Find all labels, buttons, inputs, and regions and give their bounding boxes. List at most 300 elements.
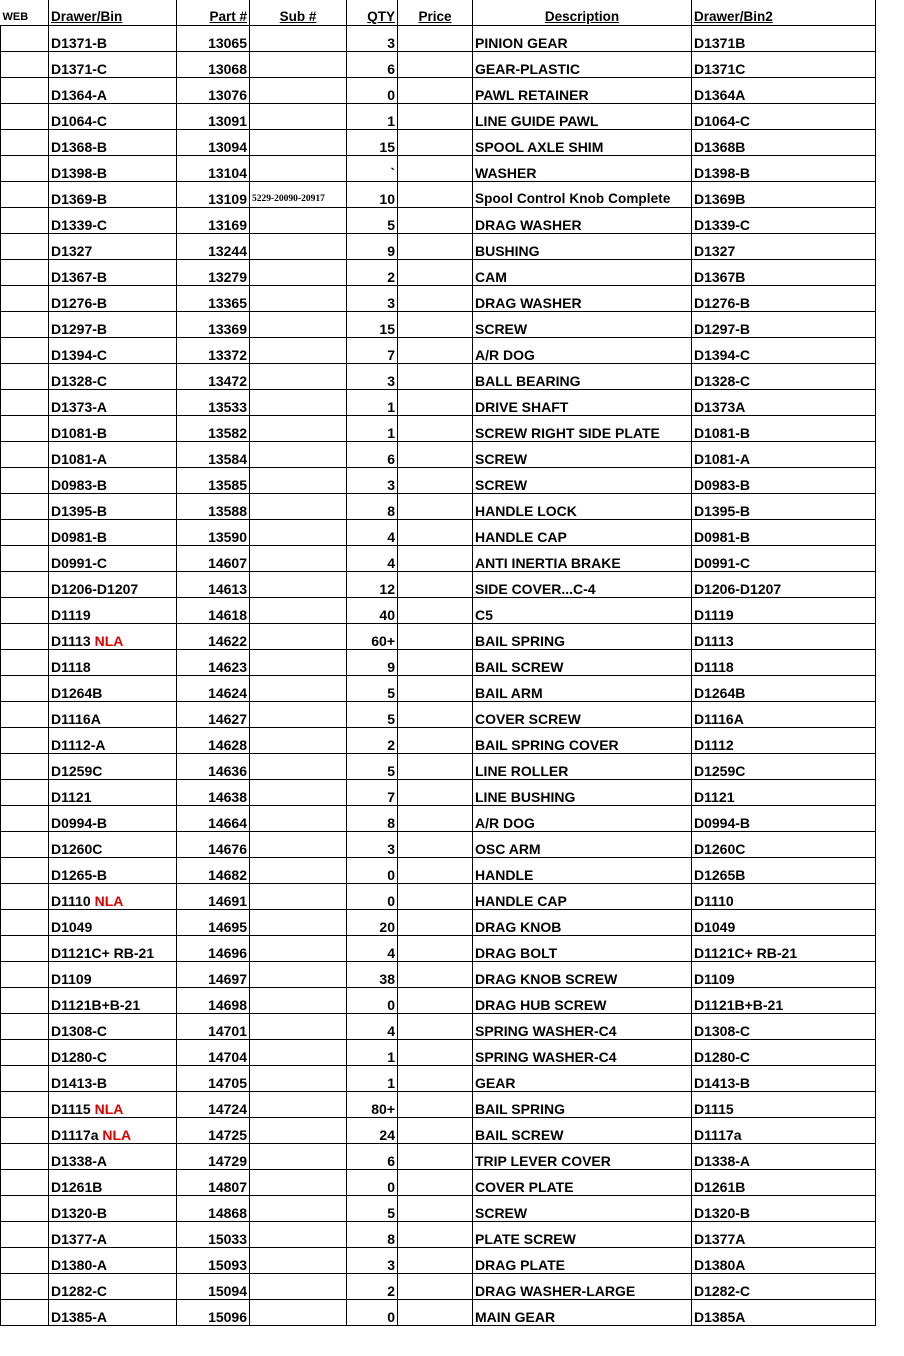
sub-number-cell	[250, 988, 347, 1014]
part-number-cell: 14698	[177, 988, 250, 1014]
header-sub-number: Sub #	[250, 0, 347, 26]
web-cell	[1, 182, 49, 208]
description-cell: BALL BEARING	[473, 364, 692, 390]
web-cell	[1, 1014, 49, 1040]
sub-number-cell	[250, 260, 347, 286]
sub-number-cell	[250, 1066, 347, 1092]
price-cell	[398, 208, 473, 234]
qty-cell: 1	[347, 1040, 398, 1066]
sub-number-cell	[250, 52, 347, 78]
part-number-cell: 14624	[177, 676, 250, 702]
table-row	[1, 598, 904, 624]
web-cell	[1, 416, 49, 442]
drawer-bin-value: D1276-B	[51, 295, 108, 311]
header-part-number: Part #	[177, 0, 250, 26]
sub-number-cell	[250, 130, 347, 156]
web-cell	[1, 1040, 49, 1066]
drawer-bin-cell	[49, 286, 177, 312]
web-cell	[1, 364, 49, 390]
drawer-bin-value: D1369-B	[51, 191, 108, 207]
price-cell	[398, 312, 473, 338]
qty-cell: 3	[347, 832, 398, 858]
part-number-cell: 14638	[177, 780, 250, 806]
sub-number-cell	[250, 572, 347, 598]
row-spacer-cell	[876, 338, 904, 364]
row-spacer-cell	[876, 1040, 904, 1066]
description-cell: CAM	[473, 260, 692, 286]
sub-number-cell	[250, 520, 347, 546]
web-cell	[1, 1144, 49, 1170]
drawer-bin-2-cell: D1276-B	[692, 286, 876, 312]
drawer-bin-value: D1380-A	[51, 1257, 108, 1273]
row-spacer-cell	[876, 1248, 904, 1274]
description-cell: HANDLE LOCK	[473, 494, 692, 520]
qty-cell: 6	[347, 52, 398, 78]
row-spacer-cell	[876, 832, 904, 858]
drawer-bin-cell	[49, 468, 177, 494]
drawer-bin-cell	[49, 156, 177, 182]
drawer-bin-cell	[49, 442, 177, 468]
description-cell: TRIP LEVER COVER	[473, 1144, 692, 1170]
price-cell	[398, 936, 473, 962]
web-cell	[1, 468, 49, 494]
price-cell	[398, 910, 473, 936]
part-number-cell: 14725	[177, 1118, 250, 1144]
row-spacer-cell	[876, 364, 904, 390]
qty-cell: 5	[347, 676, 398, 702]
drawer-bin-2-cell: D1380A	[692, 1248, 876, 1274]
row-spacer-cell	[876, 1092, 904, 1118]
drawer-bin-value: D1206-D1207	[51, 581, 139, 597]
part-number-cell: 14729	[177, 1144, 250, 1170]
drawer-bin-2-cell: D1371B	[692, 26, 876, 52]
web-cell	[1, 728, 49, 754]
description-cell: A/R DOG	[473, 806, 692, 832]
drawer-bin-value: D1116A	[51, 711, 101, 727]
description-cell: PINION GEAR	[473, 26, 692, 52]
drawer-bin-2-cell: D1110	[692, 884, 876, 910]
drawer-bin-value: D1413-B	[51, 1075, 108, 1091]
web-cell	[1, 130, 49, 156]
table-row	[1, 1222, 904, 1248]
row-spacer-cell	[876, 130, 904, 156]
web-cell	[1, 988, 49, 1014]
web-cell	[1, 1248, 49, 1274]
description-cell: HANDLE	[473, 858, 692, 884]
sub-number-cell	[250, 936, 347, 962]
web-cell	[1, 650, 49, 676]
web-cell	[1, 676, 49, 702]
sub-number-cell	[250, 962, 347, 988]
drawer-bin-cell	[49, 416, 177, 442]
price-cell	[398, 156, 473, 182]
header-drawer-bin-2: Drawer/Bin2	[692, 0, 876, 26]
part-number-cell: 14701	[177, 1014, 250, 1040]
description-cell: OSC ARM	[473, 832, 692, 858]
table-row	[1, 130, 904, 156]
web-cell	[1, 52, 49, 78]
price-cell	[398, 286, 473, 312]
header-qty: QTY	[347, 0, 398, 26]
row-spacer-cell	[876, 598, 904, 624]
table-row	[1, 260, 904, 286]
price-cell	[398, 364, 473, 390]
part-number-cell: 14664	[177, 806, 250, 832]
drawer-bin-value: D1297-B	[51, 321, 108, 337]
description-cell: LINE BUSHING	[473, 780, 692, 806]
part-number-cell: 15093	[177, 1248, 250, 1274]
drawer-bin-2-cell: D1121B+B-21	[692, 988, 876, 1014]
header-web: WEB	[1, 0, 49, 26]
drawer-bin-2-cell: D1377A	[692, 1222, 876, 1248]
drawer-bin-cell	[49, 988, 177, 1014]
price-cell	[398, 858, 473, 884]
drawer-bin-value: D1259C	[51, 763, 103, 779]
table-row	[1, 650, 904, 676]
web-cell	[1, 546, 49, 572]
row-spacer-cell	[876, 234, 904, 260]
description-cell: SIDE COVER...C-4	[473, 572, 692, 598]
table-row	[1, 728, 904, 754]
qty-cell: 9	[347, 650, 398, 676]
part-number-cell: 13365	[177, 286, 250, 312]
qty-cell: 3	[347, 286, 398, 312]
row-spacer-cell	[876, 754, 904, 780]
drawer-bin-value: D1113	[51, 633, 91, 649]
drawer-bin-cell	[49, 1274, 177, 1300]
web-cell	[1, 936, 49, 962]
description-cell: DRAG WASHER	[473, 208, 692, 234]
qty-cell: 0	[347, 858, 398, 884]
row-spacer-cell	[876, 884, 904, 910]
drawer-bin-cell	[49, 520, 177, 546]
table-row	[1, 754, 904, 780]
sub-number-cell	[250, 910, 347, 936]
qty-cell: 38	[347, 962, 398, 988]
description-cell: LINE ROLLER	[473, 754, 692, 780]
table-row	[1, 338, 904, 364]
drawer-bin-2-cell: D1364A	[692, 78, 876, 104]
table-row	[1, 1144, 904, 1170]
qty-cell: 3	[347, 468, 398, 494]
web-cell	[1, 520, 49, 546]
table-row	[1, 572, 904, 598]
price-cell	[398, 1274, 473, 1300]
table-row	[1, 312, 904, 338]
description-cell: GEAR-PLASTIC	[473, 52, 692, 78]
part-number-cell: 14676	[177, 832, 250, 858]
drawer-bin-value: D1117a	[51, 1127, 99, 1143]
sub-number-cell	[250, 728, 347, 754]
sub-number-cell	[250, 286, 347, 312]
drawer-bin-cell	[49, 1118, 177, 1144]
price-cell	[398, 598, 473, 624]
web-cell	[1, 26, 49, 52]
sub-number-cell	[250, 234, 347, 260]
drawer-bin-2-cell: D1121C+ RB-21	[692, 936, 876, 962]
part-number-cell: 13094	[177, 130, 250, 156]
part-number-cell: 15096	[177, 1300, 250, 1326]
qty-cell: 5	[347, 208, 398, 234]
drawer-bin-value: D1118	[51, 659, 91, 675]
sub-number-cell	[250, 650, 347, 676]
drawer-bin-cell	[49, 1144, 177, 1170]
price-cell	[398, 1092, 473, 1118]
row-spacer-cell	[876, 260, 904, 286]
qty-cell: 0	[347, 884, 398, 910]
drawer-bin-cell	[49, 936, 177, 962]
sub-number-cell	[250, 416, 347, 442]
price-cell	[398, 520, 473, 546]
qty-cell: 10	[347, 182, 398, 208]
price-cell	[398, 1040, 473, 1066]
sub-number-cell	[250, 1274, 347, 1300]
table-row	[1, 442, 904, 468]
drawer-bin-cell	[49, 858, 177, 884]
drawer-bin-value: D0994-B	[51, 815, 108, 831]
row-spacer-cell	[876, 416, 904, 442]
sub-number-cell: 5229-20090-20917	[250, 182, 347, 208]
drawer-bin-2-cell: D1280-C	[692, 1040, 876, 1066]
row-spacer-cell	[876, 52, 904, 78]
sub-number-cell	[250, 546, 347, 572]
description-cell: SCREW RIGHT SIDE PLATE	[473, 416, 692, 442]
drawer-bin-cell	[49, 650, 177, 676]
description-cell: BAIL SPRING	[473, 1092, 692, 1118]
table-row	[1, 78, 904, 104]
part-number-cell: 13109	[177, 182, 250, 208]
sub-number-cell	[250, 1040, 347, 1066]
drawer-bin-value: D1280-C	[51, 1049, 108, 1065]
price-cell	[398, 390, 473, 416]
web-cell	[1, 806, 49, 832]
part-number-cell: 14628	[177, 728, 250, 754]
drawer-bin-2-cell: D1115	[692, 1092, 876, 1118]
part-number-cell: 13533	[177, 390, 250, 416]
part-number-cell: 14618	[177, 598, 250, 624]
price-cell	[398, 806, 473, 832]
drawer-bin-value: D1121C+ RB-21	[51, 945, 155, 961]
sub-number-cell	[250, 780, 347, 806]
sub-number-cell	[250, 884, 347, 910]
part-number-cell: 13585	[177, 468, 250, 494]
drawer-bin-value: D1328-C	[51, 373, 108, 389]
row-spacer-cell	[876, 936, 904, 962]
nla-flag: NLA	[102, 1127, 132, 1143]
qty-cell: 12	[347, 572, 398, 598]
price-cell	[398, 26, 473, 52]
price-cell	[398, 1066, 473, 1092]
drawer-bin-2-cell: D1261B	[692, 1170, 876, 1196]
description-cell: WASHER	[473, 156, 692, 182]
web-cell	[1, 1222, 49, 1248]
drawer-bin-2-cell: D1116A	[692, 702, 876, 728]
drawer-bin-value: D1064-C	[51, 113, 108, 129]
part-number-cell: 13279	[177, 260, 250, 286]
drawer-bin-2-cell: D1398-B	[692, 156, 876, 182]
nla-flag: NLA	[94, 893, 124, 909]
price-cell	[398, 1248, 473, 1274]
drawer-bin-2-cell: D1395-B	[692, 494, 876, 520]
row-spacer-cell	[876, 494, 904, 520]
price-cell	[398, 442, 473, 468]
price-cell	[398, 234, 473, 260]
description-cell: BAIL SCREW	[473, 650, 692, 676]
web-cell	[1, 858, 49, 884]
drawer-bin-2-cell: D1206-D1207	[692, 572, 876, 598]
part-number-cell: 14607	[177, 546, 250, 572]
drawer-bin-2-cell: D1119	[692, 598, 876, 624]
drawer-bin-2-cell: D1297-B	[692, 312, 876, 338]
part-number-cell: 14697	[177, 962, 250, 988]
drawer-bin-cell	[49, 754, 177, 780]
qty-cell: 7	[347, 338, 398, 364]
drawer-bin-value: D1081-A	[51, 451, 108, 467]
drawer-bin-value: D1395-B	[51, 503, 108, 519]
row-spacer-cell	[876, 624, 904, 650]
web-cell	[1, 78, 49, 104]
qty-cell: 80+	[347, 1092, 398, 1118]
description-cell: HANDLE CAP	[473, 884, 692, 910]
qty-cell: 3	[347, 364, 398, 390]
nla-flag: NLA	[94, 633, 124, 649]
web-cell	[1, 260, 49, 286]
price-cell	[398, 572, 473, 598]
part-number-cell: 13369	[177, 312, 250, 338]
qty-cell: 1	[347, 390, 398, 416]
drawer-bin-cell	[49, 338, 177, 364]
table-row	[1, 806, 904, 832]
sub-number-cell	[250, 364, 347, 390]
qty-cell: 8	[347, 806, 398, 832]
drawer-bin-2-cell: D1367B	[692, 260, 876, 286]
drawer-bin-value: D1364-A	[51, 87, 108, 103]
description-cell: COVER PLATE	[473, 1170, 692, 1196]
table-row	[1, 26, 904, 52]
drawer-bin-cell	[49, 598, 177, 624]
description-cell: DRAG WASHER-LARGE	[473, 1274, 692, 1300]
drawer-bin-2-cell: D1373A	[692, 390, 876, 416]
row-spacer-cell	[876, 286, 904, 312]
drawer-bin-value: D1081-B	[51, 425, 108, 441]
header-description: Description	[473, 0, 692, 26]
table-row	[1, 624, 904, 650]
drawer-bin-2-cell: D1049	[692, 910, 876, 936]
drawer-bin-value: D1260C	[51, 841, 103, 857]
part-number-cell: 13472	[177, 364, 250, 390]
drawer-bin-2-cell: D1064-C	[692, 104, 876, 130]
qty-cell: 15	[347, 130, 398, 156]
sub-number-cell	[250, 78, 347, 104]
drawer-bin-cell	[49, 260, 177, 286]
drawer-bin-2-cell: D1081-B	[692, 416, 876, 442]
header-spacer	[876, 0, 904, 26]
drawer-bin-cell	[49, 26, 177, 52]
drawer-bin-cell	[49, 1300, 177, 1326]
part-number-cell: 14705	[177, 1066, 250, 1092]
drawer-bin-value: D1320-B	[51, 1205, 108, 1221]
web-cell	[1, 494, 49, 520]
drawer-bin-cell	[49, 1196, 177, 1222]
drawer-bin-cell	[49, 728, 177, 754]
web-cell	[1, 234, 49, 260]
sub-number-cell	[250, 1196, 347, 1222]
drawer-bin-2-cell: D1327	[692, 234, 876, 260]
description-cell: LINE GUIDE PAWL	[473, 104, 692, 130]
table-row	[1, 468, 904, 494]
table-row	[1, 702, 904, 728]
drawer-bin-value: D1282-C	[51, 1283, 108, 1299]
price-cell	[398, 832, 473, 858]
row-spacer-cell	[876, 1222, 904, 1248]
part-number-cell: 14696	[177, 936, 250, 962]
row-spacer-cell	[876, 962, 904, 988]
drawer-bin-cell	[49, 910, 177, 936]
row-spacer-cell	[876, 1014, 904, 1040]
table-row	[1, 884, 904, 910]
description-cell: BAIL ARM	[473, 676, 692, 702]
description-cell: SCREW	[473, 1196, 692, 1222]
web-cell	[1, 390, 49, 416]
web-cell	[1, 962, 49, 988]
drawer-bin-value: D1377-A	[51, 1231, 108, 1247]
web-cell	[1, 156, 49, 182]
description-cell: SCREW	[473, 312, 692, 338]
sub-number-cell	[250, 806, 347, 832]
drawer-bin-2-cell: D1368B	[692, 130, 876, 156]
drawer-bin-cell	[49, 962, 177, 988]
row-spacer-cell	[876, 988, 904, 1014]
drawer-bin-cell	[49, 52, 177, 78]
description-cell: SPOOL AXLE SHIM	[473, 130, 692, 156]
qty-cell: 3	[347, 26, 398, 52]
row-spacer-cell	[876, 104, 904, 130]
table-row	[1, 182, 904, 208]
row-spacer-cell	[876, 312, 904, 338]
drawer-bin-cell	[49, 806, 177, 832]
web-cell	[1, 572, 49, 598]
sub-number-cell	[250, 312, 347, 338]
drawer-bin-value: D1115	[51, 1101, 91, 1117]
drawer-bin-cell	[49, 364, 177, 390]
sub-number-cell	[250, 1170, 347, 1196]
row-spacer-cell	[876, 208, 904, 234]
table-row	[1, 1300, 904, 1326]
price-cell	[398, 1118, 473, 1144]
row-spacer-cell	[876, 1274, 904, 1300]
drawer-bin-2-cell: D1264B	[692, 676, 876, 702]
row-spacer-cell	[876, 572, 904, 598]
qty-cell: 5	[347, 754, 398, 780]
web-cell	[1, 1066, 49, 1092]
drawer-bin-value: D0991-C	[51, 555, 108, 571]
drawer-bin-value: D1371-C	[51, 61, 108, 77]
drawer-bin-value: D1398-B	[51, 165, 108, 181]
part-number-cell: 15094	[177, 1274, 250, 1300]
part-number-cell: 14724	[177, 1092, 250, 1118]
part-number-cell: 13372	[177, 338, 250, 364]
table-row	[1, 910, 904, 936]
row-spacer-cell	[876, 546, 904, 572]
part-number-cell: 13104	[177, 156, 250, 182]
row-spacer-cell	[876, 858, 904, 884]
web-cell	[1, 1196, 49, 1222]
drawer-bin-cell	[49, 1040, 177, 1066]
sub-number-cell	[250, 754, 347, 780]
qty-cell: 24	[347, 1118, 398, 1144]
header-drawer-bin: Drawer/Bin	[49, 0, 177, 26]
drawer-bin-2-cell: D1282-C	[692, 1274, 876, 1300]
